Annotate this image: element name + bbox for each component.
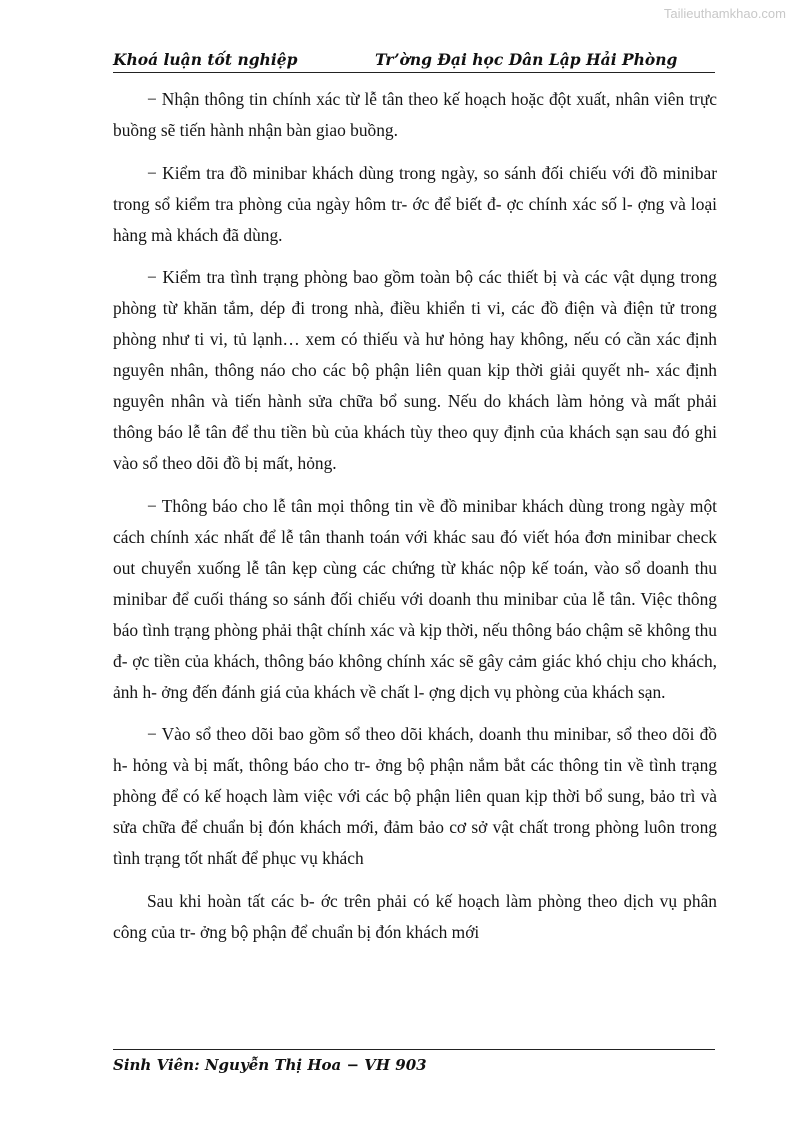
body-content (113, 84, 717, 959)
header-thesis-title: Khoá luận tốt nghiệp (113, 50, 298, 69)
paragraph: − Kiểm tra tình trạng phòng bao gồm toàn bộ các thiết bị và các vật dụng trong phòng từ khăn tắm, dép đi trong nhà, điều khiển ti vi, các đồ điện và điện tử trong phòng như ti vi, tủ lạnh… xem có thiếu và hư hỏng hay không, nếu có cần xác định nguyên nhân, thông náo cho các bộ phận liên quan kịp thời giải quyết nh- xác định nguyên nhân và tiến hành sửa chữa bổ sung. Nếu do khách làm hỏng và mất phải thông báo lễ tân để thu tiền bù của khách tùy theo quy định của khách sạn sau đó ghi vào sổ theo dõi đồ bị mất, hỏng. (113, 267, 717, 473)
paragraph: Sau khi hoàn tất các b- ớc trên phải có kế hoạch làm phòng theo dịch vụ phân công của tr- ởng bộ phận để chuẩn bị đón khách mới (113, 890, 717, 942)
paragraph: − Thông báo cho lễ tân mọi thông tin về đồ minibar khách dùng trong ngày một cách chính xác nhất để lễ tân thanh toán với khác sau đó viết hóa đơn minibar check out chuyển xuống lễ tân kẹp cùng các chứng từ khác nộp kế toán, vào sổ doanh thu minibar để cuối tháng so sánh đối chiếu với doanh thu minibar của lễ tân. Việc thông báo tình trạng phòng phải thật chính xác và kịp thời, nếu thông báo chậm sẽ không thu đ- ợc tiền của khách, thông báo không chính xác sẽ gây cảm giác khó chịu cho khách, ảnh h- ởng đến đánh giá của khách về chất l- ợng dịch vụ phòng của khách sạn. (113, 495, 717, 702)
watermark-text: Tailieuthamkhao.com (663, 6, 786, 21)
paragraph: − Kiểm tra đồ minibar khách dùng trong ngày, so sánh đối chiếu với đồ minibar trong sổ kiểm tra phòng của ngày hôm tr- ớc để biết đ- ợc chính xác số l- ợng và loại hàng mà khách đã dùng. (113, 162, 717, 245)
header-divider (113, 72, 715, 73)
footer-divider (113, 1049, 715, 1050)
page-footer-student: Sinh Viên: Nguyễn Thị Hoa − VH 903 (113, 1056, 427, 1074)
paragraph: − Nhận thông tin chính xác từ lễ tân theo kế hoạch hoặc đột xuất, nhân viên trực buồng sẽ tiến hành nhận bàn giao buồng. (113, 89, 717, 140)
header-university-name: Tr’ờng Đại học Dân Lập Hải Phòng (375, 50, 678, 69)
paragraph: − Vào sổ theo dõi bao gồm sổ theo dõi khách, doanh thu minibar, sổ theo dõi đồ h- hỏng và bị mất, thông báo cho tr- ởng bộ phận nắm bắt các thông tin về tình trạng phòng để có kế hoạch làm việc với các bộ phận liên quan kịp thời bổ sung, bảo trì và sửa chữa để chuẩn bị đón khách mới, đảm bảo cơ sở vật chất trong phòng luôn trong tình trạng tốt nhất để phục vụ khách (113, 724, 717, 868)
page-header (113, 50, 715, 72)
